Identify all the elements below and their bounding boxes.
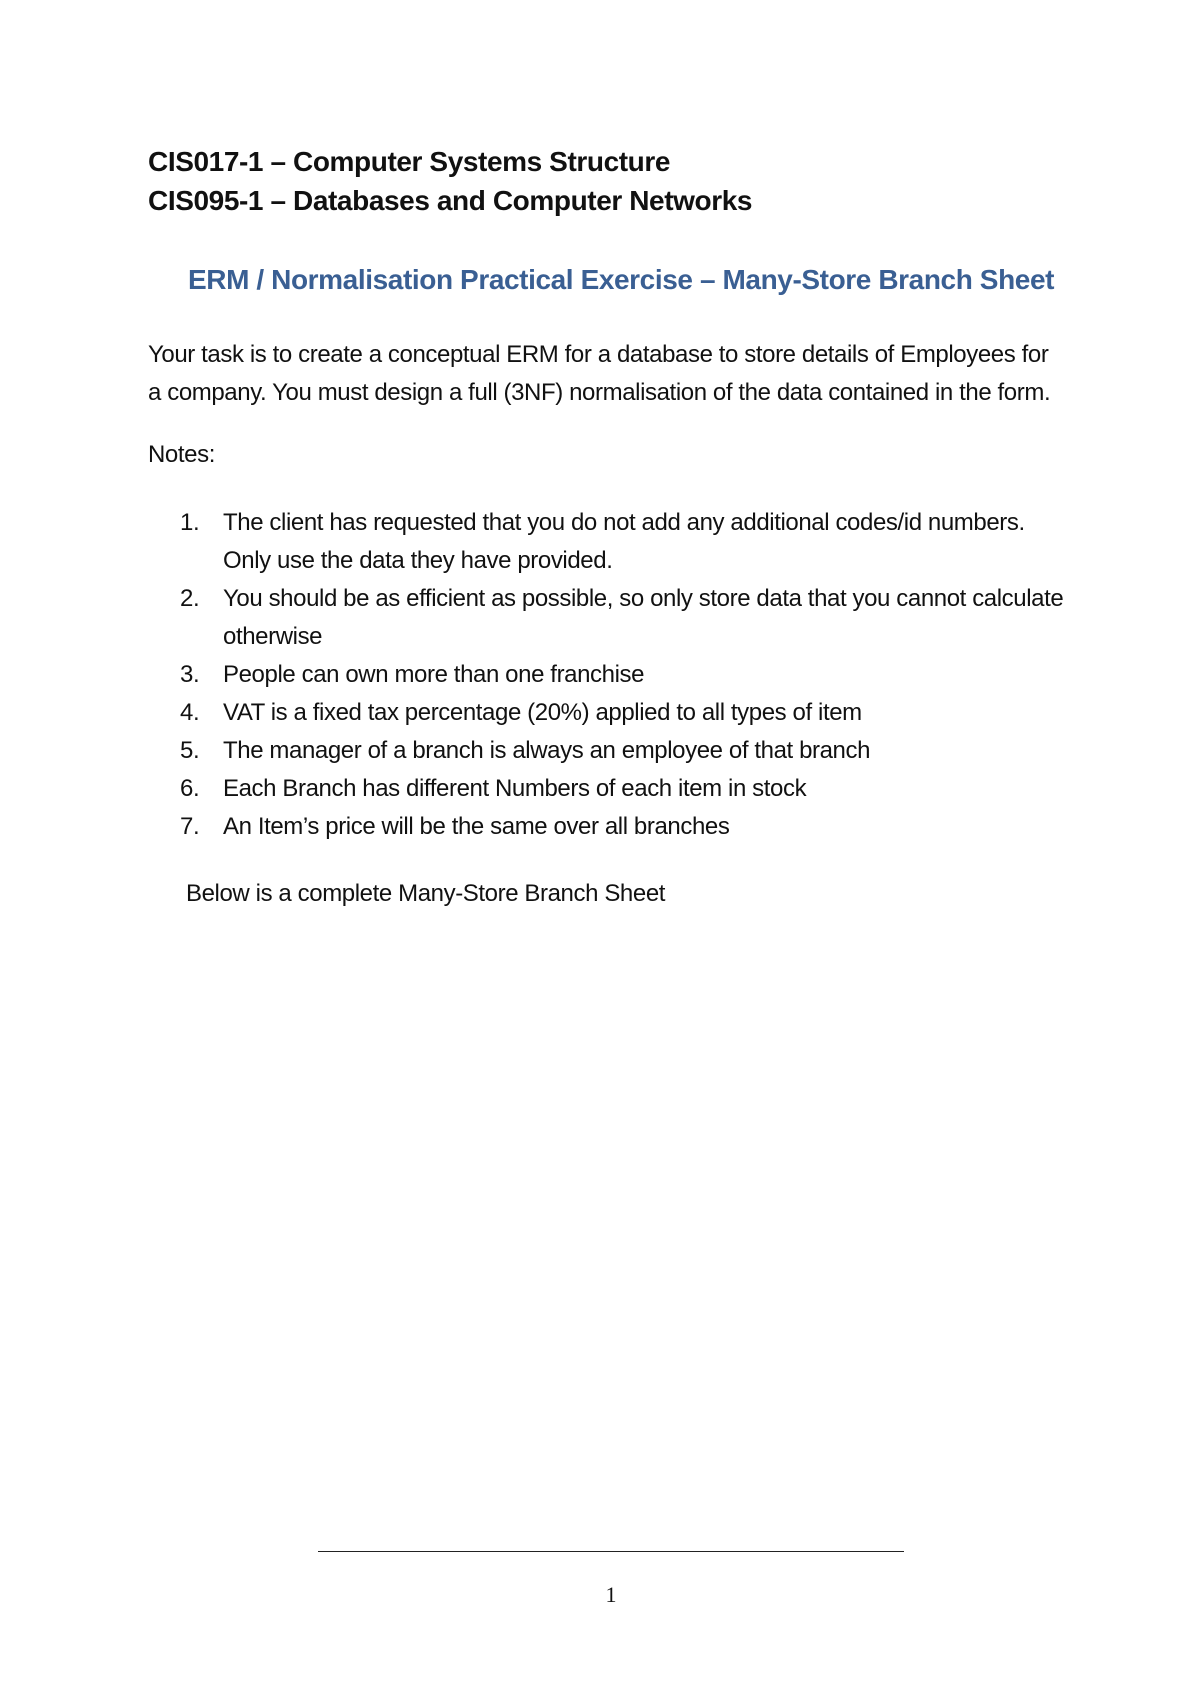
note-text: Only use the data they have provided. <box>223 547 613 574</box>
note-text: You should be as efficient as possible, so only store data that you cannot calculate <box>223 585 1064 612</box>
note-number: 5. <box>180 737 200 764</box>
course-title-cis095: CIS095-1 – Databases and Computer Networks <box>148 185 753 216</box>
course-title-cis017: CIS017-1 – Computer Systems Structure <box>148 146 671 177</box>
note-text: The client has requested that you do not add any additional codes/id numbers. <box>223 509 1025 536</box>
note-text: People can own more than one franchise <box>223 661 645 688</box>
note-number: 2. <box>180 585 200 612</box>
note-number: 1. <box>180 509 200 536</box>
note-text: Each Branch has different Numbers of each item in stock <box>223 775 807 802</box>
note-number: 3. <box>180 661 200 688</box>
notes-list <box>180 504 1080 846</box>
note-number: 6. <box>180 775 200 802</box>
note-number: 7. <box>180 813 200 840</box>
footer-divider <box>318 1551 904 1552</box>
note-item <box>180 580 1080 656</box>
closing-sentence: Below is a complete Many-Store Branch Sheet <box>186 880 666 907</box>
intro-line-1: Your task is to create a conceptual ERM for a database to store details of Employees for <box>148 341 1049 368</box>
note-text: An Item’s price will be the same over all branches <box>223 813 730 840</box>
note-item <box>180 732 1080 770</box>
note-item <box>180 694 1080 732</box>
note-text: VAT is a fixed tax percentage (20%) applied to all types of item <box>223 699 862 726</box>
page-number: 1 <box>605 1582 617 1607</box>
note-item <box>180 770 1080 808</box>
intro-paragraph <box>148 336 1088 412</box>
note-text: The manager of a branch is always an employee of that branch <box>223 737 871 764</box>
note-text: otherwise <box>223 623 323 650</box>
document-title: ERM / Normalisation Practical Exercise – Many-Store Branch Sheet <box>188 264 1055 295</box>
note-number: 4. <box>180 699 200 726</box>
note-item <box>180 808 1080 846</box>
note-item <box>180 656 1080 694</box>
note-item <box>180 504 1080 580</box>
intro-line-2: a company. You must design a full (3NF) normalisation of the data contained in the form. <box>148 379 1051 406</box>
notes-label: Notes: <box>148 441 215 468</box>
